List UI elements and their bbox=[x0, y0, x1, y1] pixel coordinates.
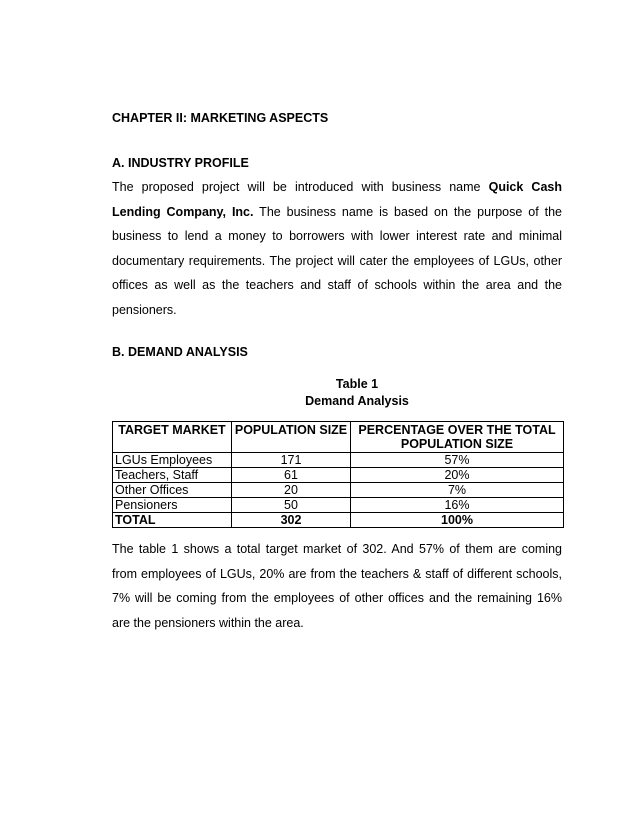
cell-market: Pensioners bbox=[113, 498, 232, 513]
table-header-row bbox=[113, 422, 564, 453]
demand-analysis-table bbox=[112, 421, 564, 528]
table-row bbox=[113, 453, 564, 468]
cell-market: LGUs Employees bbox=[113, 453, 232, 468]
table-caption bbox=[152, 376, 562, 410]
document-page bbox=[112, 108, 562, 635]
table-title: Demand Analysis bbox=[305, 394, 409, 408]
cell-percentage: 57% bbox=[351, 453, 564, 468]
cell-total-percentage: 100% bbox=[351, 513, 564, 528]
table-total-row bbox=[113, 513, 564, 528]
cell-population: 20 bbox=[232, 483, 351, 498]
table-label: Table 1 bbox=[335, 377, 379, 391]
industry-profile-paragraph bbox=[112, 175, 562, 322]
header-target-market: TARGET MARKET bbox=[113, 422, 232, 453]
cell-population: 61 bbox=[232, 468, 351, 483]
cell-market: Teachers, Staff bbox=[113, 468, 232, 483]
cell-total-label: TOTAL bbox=[113, 513, 232, 528]
table-row bbox=[113, 483, 564, 498]
business-name: Quick Cash Lending Company, Inc. bbox=[112, 180, 562, 219]
section-heading-demand-analysis: B. DEMAND ANALYSIS bbox=[112, 345, 248, 359]
table-row bbox=[113, 468, 564, 483]
cell-population: 50 bbox=[232, 498, 351, 513]
cell-percentage: 7% bbox=[351, 483, 564, 498]
cell-percentage: 16% bbox=[351, 498, 564, 513]
demand-analysis-paragraph: The table 1 shows a total target market of 302. And 57% of them are coming from employees of LGUs, 20% are from the teachers & staff of different schools, 7% will be coming from the employees of other offices and the remaining 16% are the pensioners within the area. bbox=[112, 542, 562, 630]
chapter-title: CHAPTER II: MARKETING ASPECTS bbox=[112, 111, 329, 125]
cell-population: 171 bbox=[232, 453, 351, 468]
cell-percentage: 20% bbox=[351, 468, 564, 483]
cell-total-population: 302 bbox=[232, 513, 351, 528]
industry-profile-text-1: The proposed project will be introduced with business name bbox=[112, 180, 489, 194]
section-heading-industry-profile: A. INDUSTRY PROFILE bbox=[112, 156, 249, 170]
table-row bbox=[113, 498, 564, 513]
industry-profile-text-2: The business name is based on the purpose of the business to lend a money to borrowers with lower interest rate and minimal documentary requirements. The project will cater the employees of LGUs, other offices as well as the teachers and staff of schools within the area and the pensioners. bbox=[112, 204, 562, 317]
header-percentage: PERCENTAGE OVER THE TOTAL POPULATION SIZE bbox=[351, 422, 564, 453]
cell-market: Other Offices bbox=[113, 483, 232, 498]
header-population-size: POPULATION SIZE bbox=[232, 422, 351, 453]
